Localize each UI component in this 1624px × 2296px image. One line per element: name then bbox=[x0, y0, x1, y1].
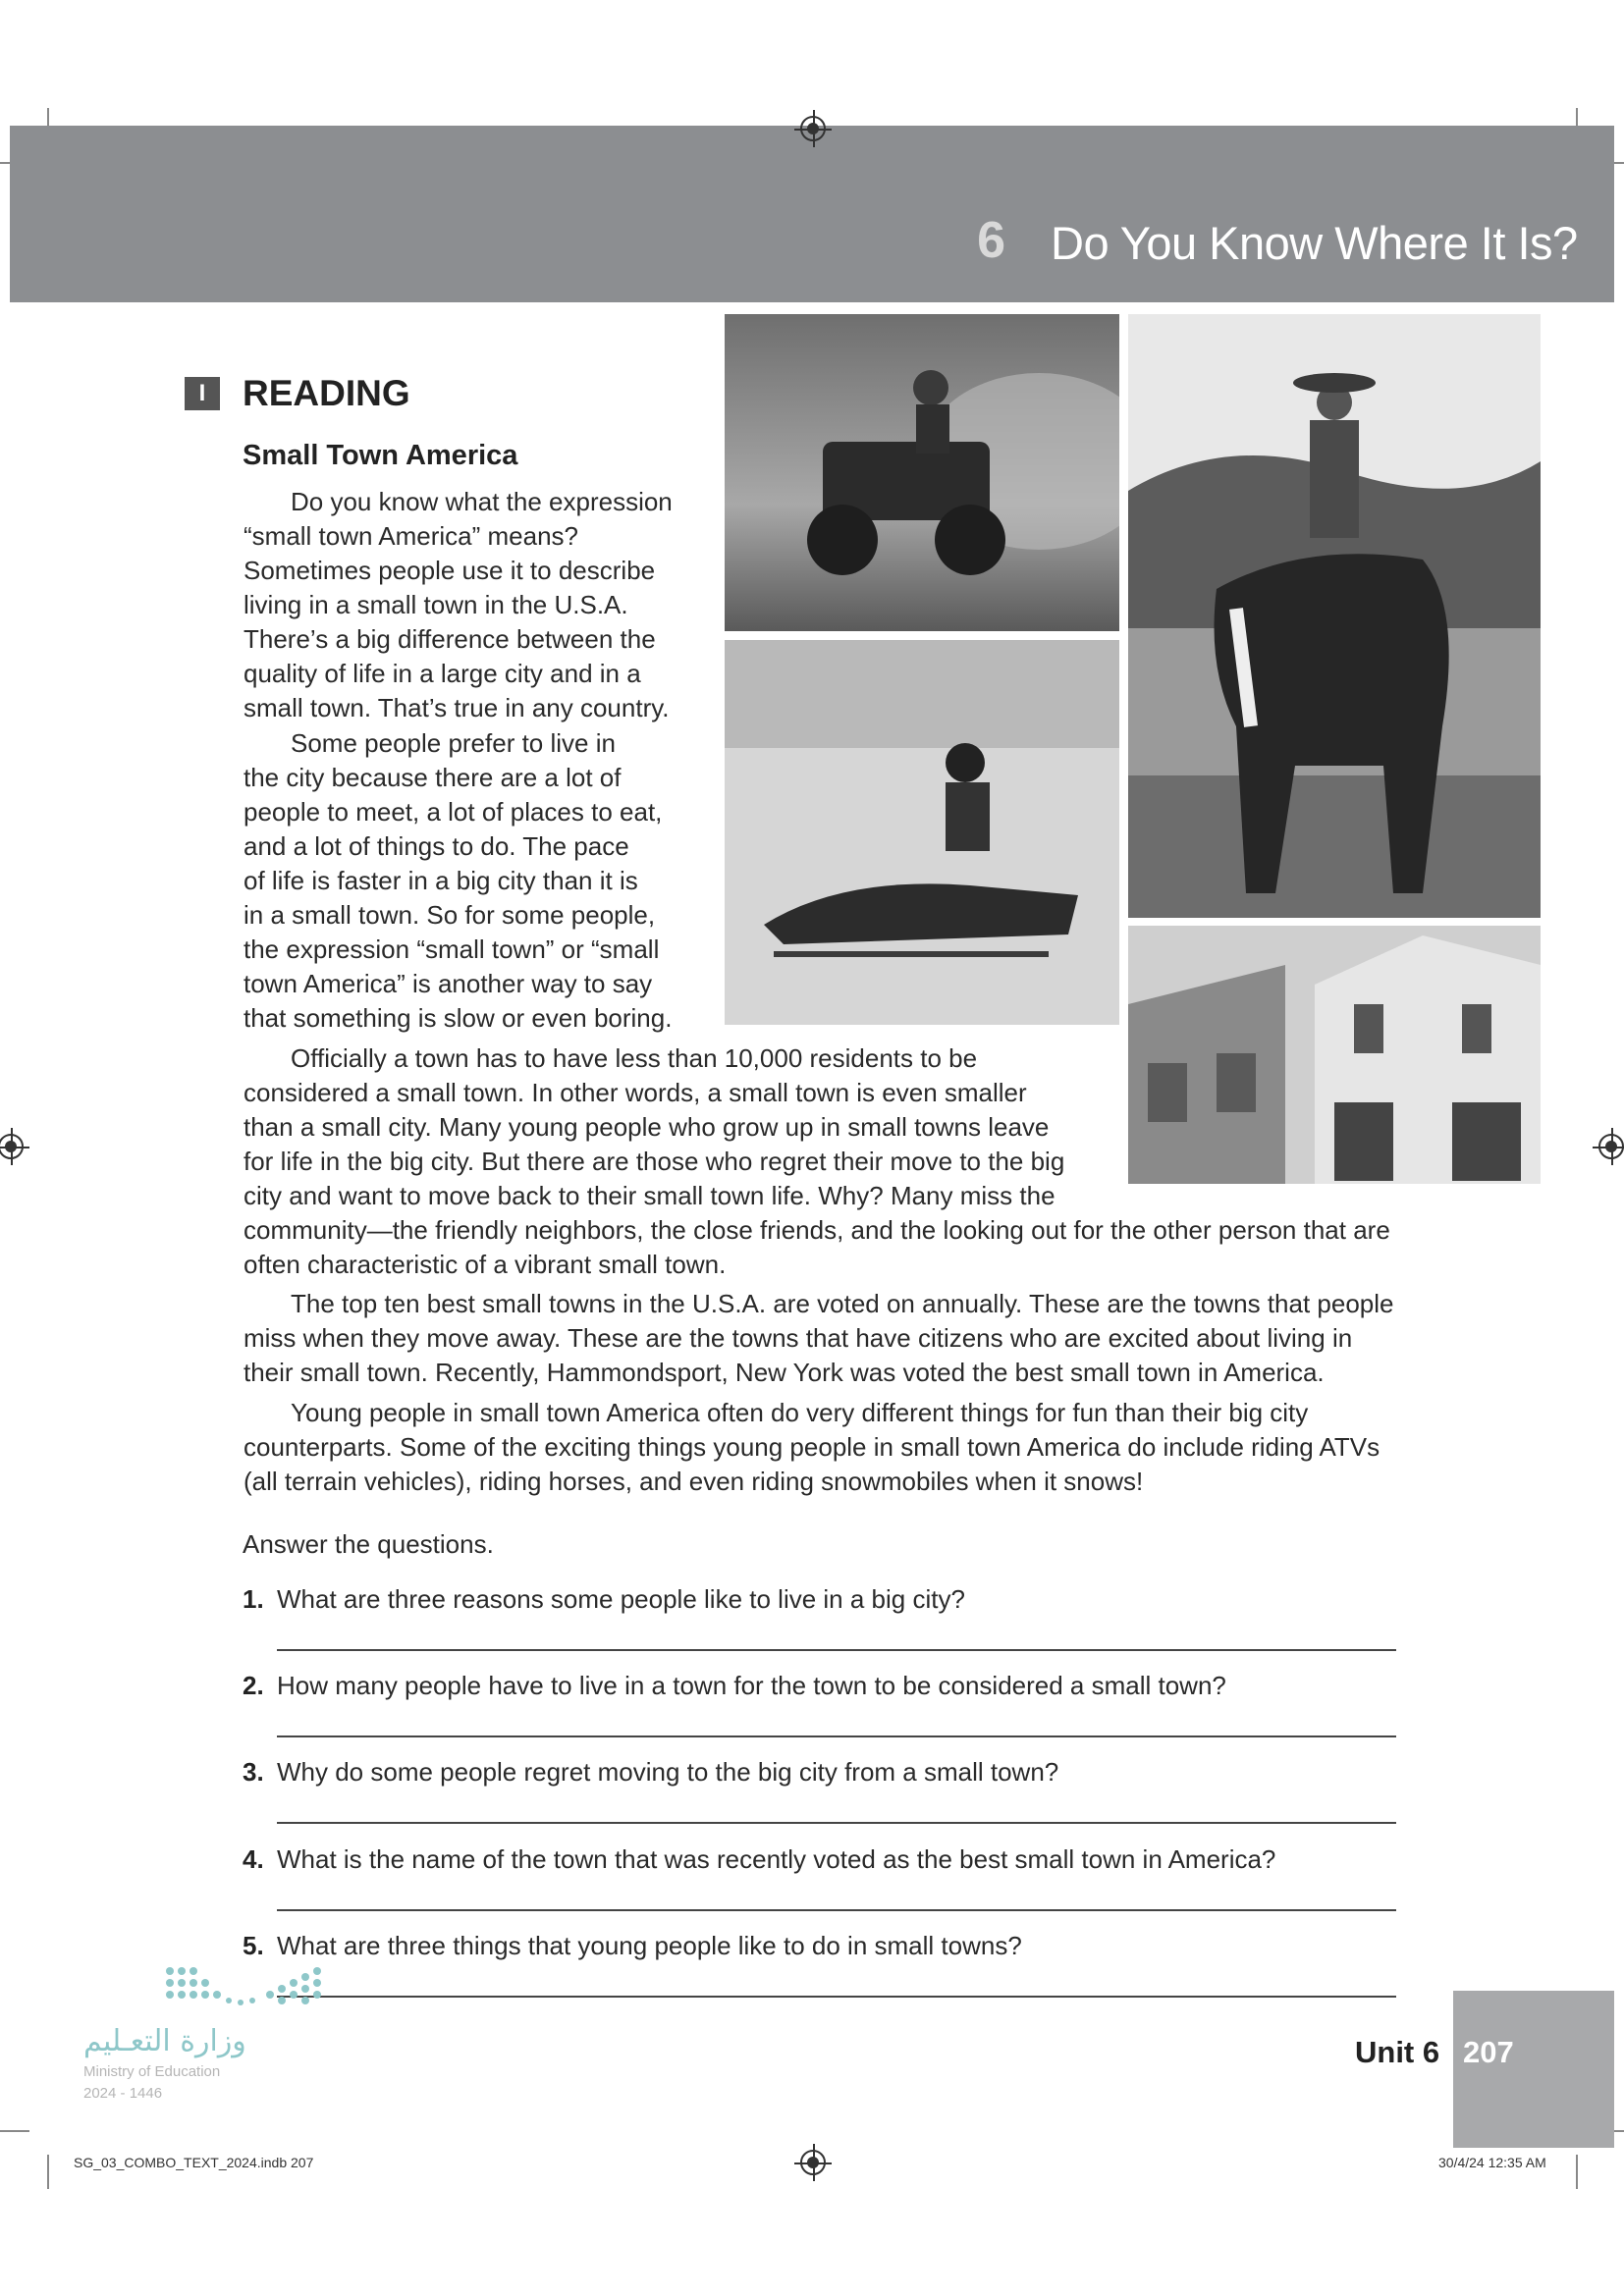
text-line: Young people in small town America often do very different things for fun than their big city bbox=[291, 1398, 1309, 1427]
paragraph-4 bbox=[244, 1287, 1393, 1390]
header-band bbox=[10, 126, 1614, 302]
ministry-logo-dots-icon bbox=[162, 1963, 329, 2012]
article-title: Small Town America bbox=[243, 440, 518, 471]
text-line: city and want to move back to their small town life. Why? Many miss the bbox=[244, 1181, 1056, 1210]
print-slug-filename: SG_03_COMBO_TEXT_2024.indb 207 bbox=[74, 2155, 314, 2170]
registration-mark-icon bbox=[800, 116, 826, 141]
registration-mark-icon bbox=[800, 2150, 826, 2175]
ministry-english-name: Ministry of Education bbox=[83, 2063, 221, 2080]
paragraph-3 bbox=[244, 1041, 1390, 1282]
text-line: The top ten best small towns in the U.S.A. are voted on annually. These are the towns that people bbox=[291, 1289, 1394, 1318]
answer-line[interactable] bbox=[277, 1909, 1396, 1911]
text-line: town America” is another way to say bbox=[244, 969, 653, 998]
registration-mark-icon bbox=[0, 1134, 24, 1159]
question-text: What are three things that young people like to do in small towns? bbox=[277, 1931, 1022, 1960]
text-line: and a lot of things to do. The pace bbox=[244, 831, 629, 861]
section-title: READING bbox=[243, 373, 410, 413]
text-line: their small town. Recently, Hammondsport, New York was voted the best small town in America. bbox=[244, 1358, 1325, 1387]
text-line: of life is faster in a big city than it is bbox=[244, 866, 638, 895]
registration-mark-icon bbox=[1598, 1134, 1624, 1159]
question-number: 4. bbox=[243, 1844, 264, 1874]
text-line: the city because there are a lot of bbox=[244, 763, 622, 792]
unit-label: Unit 6 bbox=[1355, 2035, 1440, 2069]
section-number-badge: I bbox=[185, 377, 220, 410]
text-line: “small town America” means? bbox=[244, 521, 578, 551]
text-line: Officially a town has to have less than 10,000 residents to be bbox=[291, 1043, 978, 1073]
ministry-year: 2024 - 1446 bbox=[83, 2085, 163, 2102]
atv-rider-photo bbox=[725, 314, 1119, 631]
question-number: 2. bbox=[243, 1671, 264, 1700]
text-line: small town. That’s true in any country. bbox=[244, 693, 670, 722]
text-line: Do you know what the expression bbox=[291, 487, 673, 516]
chapter-title: Do You Know Where It Is? bbox=[1051, 217, 1578, 269]
text-line: counterparts. Some of the exciting things young people in small town America do include riding ATVs bbox=[244, 1432, 1380, 1462]
question-number: 1. bbox=[243, 1584, 264, 1614]
text-line: quality of life in a large city and in a bbox=[244, 659, 641, 688]
text-line: for life in the big city. But there are those who regret their move to the big bbox=[244, 1147, 1065, 1176]
cowboy-on-horse-photo bbox=[1128, 314, 1541, 918]
paragraph-5 bbox=[244, 1396, 1380, 1499]
text-line: living in a small town in the U.S.A. bbox=[244, 590, 628, 619]
text-line: miss when they move away. These are the towns that have citizens who are excited about living in bbox=[244, 1323, 1353, 1353]
crop-mark bbox=[47, 2155, 49, 2189]
text-line: the expression “small town” or “small bbox=[244, 934, 660, 964]
snowmobile-rider-photo bbox=[725, 640, 1119, 1025]
chapter-number: 6 bbox=[977, 212, 1005, 269]
text-line: Some people prefer to live in bbox=[291, 728, 616, 758]
page-number: 207 bbox=[1463, 2035, 1514, 2069]
crop-mark bbox=[1576, 2155, 1578, 2189]
ministry-arabic-name: وزارة التعـليم bbox=[83, 2024, 246, 2058]
paragraph-1 bbox=[244, 485, 673, 725]
text-line: people to meet, a lot of places to eat, bbox=[244, 797, 663, 827]
text-line: There’s a big difference between the bbox=[244, 624, 656, 654]
question-text: How many people have to live in a town for the town to be considered a small town? bbox=[277, 1671, 1226, 1700]
answer-line[interactable] bbox=[277, 1996, 1396, 1998]
text-line: than a small city. Many young people who grow up in small towns leave bbox=[244, 1112, 1050, 1142]
text-line: that something is slow or even boring. bbox=[244, 1003, 673, 1033]
text-line: considered a small town. In other words, a small town is even smaller bbox=[244, 1078, 1027, 1107]
print-slug-timestamp: 30/4/24 12:35 AM bbox=[1438, 2155, 1546, 2170]
crop-mark bbox=[0, 2130, 29, 2132]
answer-line[interactable] bbox=[277, 1649, 1396, 1651]
answer-prompt: Answer the questions. bbox=[243, 1529, 494, 1559]
answer-line[interactable] bbox=[277, 1735, 1396, 1737]
question-text: What are three reasons some people like to live in a big city? bbox=[277, 1584, 965, 1614]
text-line: community—the friendly neighbors, the close friends, and the looking out for the other person that are bbox=[244, 1215, 1390, 1245]
answer-line[interactable] bbox=[277, 1822, 1396, 1824]
text-line: in a small town. So for some people, bbox=[244, 900, 656, 930]
text-line: often characteristic of a vibrant small town. bbox=[244, 1250, 727, 1279]
question-number: 5. bbox=[243, 1931, 264, 1960]
question-number: 3. bbox=[243, 1757, 264, 1787]
question-text: Why do some people regret moving to the big city from a small town? bbox=[277, 1757, 1059, 1787]
text-line: (all terrain vehicles), riding horses, and even riding snowmobiles when it snows! bbox=[244, 1467, 1144, 1496]
paragraph-2 bbox=[244, 726, 672, 1036]
text-line: Sometimes people use it to describe bbox=[244, 556, 656, 585]
question-text: What is the name of the town that was recently voted as the best small town in America? bbox=[277, 1844, 1276, 1874]
